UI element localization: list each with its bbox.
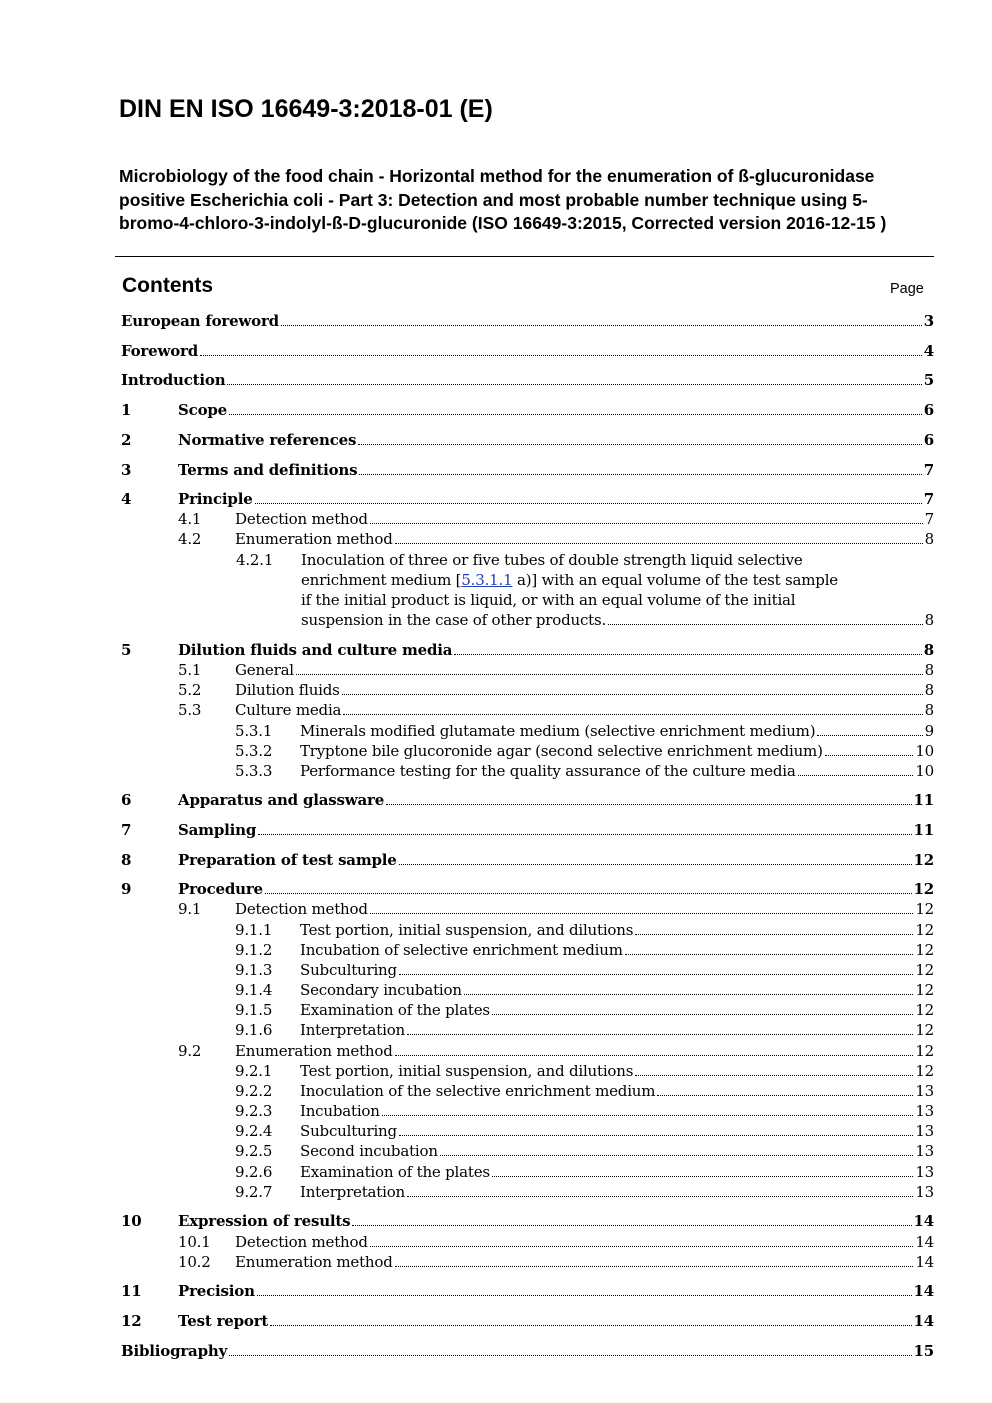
toc-number: 4.2.1 bbox=[236, 551, 274, 569]
toc-title: General bbox=[235, 661, 294, 679]
dot-leader bbox=[227, 384, 921, 385]
toc-title: Detection method bbox=[235, 1233, 368, 1251]
toc-entry-9-1-4[interactable] bbox=[121, 980, 934, 1000]
toc-entry-foreword[interactable] bbox=[121, 341, 934, 361]
toc-title: Enumeration method bbox=[235, 530, 393, 548]
toc-entry-9-1-2[interactable] bbox=[121, 940, 934, 960]
toc-page: 14 bbox=[913, 1212, 934, 1230]
toc-title: Enumeration method bbox=[235, 1253, 393, 1271]
toc-page: 12 bbox=[913, 880, 934, 898]
toc-title: Test report bbox=[178, 1312, 269, 1330]
toc-page: 8 bbox=[924, 681, 934, 699]
dot-leader bbox=[395, 1266, 914, 1267]
toc-entry-5[interactable] bbox=[121, 640, 934, 660]
dot-leader bbox=[370, 913, 914, 914]
toc-title: Precision bbox=[178, 1282, 255, 1300]
toc-title: Subculturing bbox=[300, 1122, 397, 1140]
toc-title: Bibliography bbox=[121, 1342, 228, 1360]
toc-page: 15 bbox=[913, 1342, 934, 1360]
document-title: Microbiology of the food chain - Horizontal method for the enumeration of ß-glucuronidase positive Escherichia coli - Part 3: Detection and most probable number technique using 5-bromo-4-chloro-3-indolyl-ß-D-glucuronide (ISO 16649-3:2015, Corrected version 2016-12-15 ) bbox=[119, 166, 887, 233]
toc-title: Terms and definitions bbox=[178, 461, 358, 479]
toc-page: 6 bbox=[923, 431, 934, 449]
toc-entry-9-2-5[interactable] bbox=[121, 1141, 934, 1161]
toc-title: Enumeration method bbox=[235, 1042, 393, 1060]
toc-number: 10.1 bbox=[178, 1233, 211, 1251]
dot-leader bbox=[257, 1295, 912, 1296]
toc-entry-9-2-2[interactable] bbox=[121, 1081, 934, 1101]
toc-number: 9.1.1 bbox=[235, 921, 273, 939]
toc-number: 9.1 bbox=[178, 900, 202, 918]
toc-page: 14 bbox=[913, 1282, 934, 1300]
toc-page: 12 bbox=[915, 1062, 934, 1080]
toc-number: 5.3.3 bbox=[235, 762, 273, 780]
toc-title: Tryptone bile glucoronide agar (second selective enrichment medium) bbox=[300, 742, 823, 760]
dot-leader bbox=[625, 954, 914, 955]
toc-entry-4-2-1-line3: if the initial product is liquid, or with an equal volume of the initial bbox=[301, 591, 796, 609]
toc-title: Apparatus and glassware bbox=[178, 791, 385, 809]
dot-leader bbox=[817, 735, 922, 736]
toc-page: 3 bbox=[923, 312, 934, 330]
toc-number: 9.2.4 bbox=[235, 1122, 273, 1140]
document-id: DIN EN ISO 16649-3:2018-01 (E) bbox=[119, 95, 493, 123]
dot-leader bbox=[635, 1075, 913, 1076]
toc-entry-3[interactable] bbox=[121, 460, 934, 480]
toc-entry-10-1[interactable] bbox=[121, 1232, 934, 1252]
toc-entry-5-1[interactable] bbox=[121, 660, 934, 680]
toc-title: Preparation of test sample bbox=[178, 851, 397, 869]
toc-number: 9.2.3 bbox=[235, 1102, 273, 1120]
toc-page: 13 bbox=[915, 1142, 934, 1160]
toc-entry-4-2[interactable] bbox=[121, 529, 934, 549]
toc-page: 12 bbox=[915, 1001, 934, 1019]
toc-title: Dilution fluids and culture media bbox=[178, 641, 453, 659]
toc-page: 12 bbox=[915, 941, 934, 959]
toc-number: 5.3.1 bbox=[235, 722, 273, 740]
toc-entry-10[interactable] bbox=[121, 1211, 934, 1231]
dot-leader bbox=[464, 994, 914, 995]
toc-number: 10 bbox=[121, 1212, 142, 1230]
toc-entry-9-2-3[interactable] bbox=[121, 1101, 934, 1121]
dot-leader bbox=[399, 864, 912, 865]
toc-number: 5.1 bbox=[178, 661, 202, 679]
toc-title-line: enrichment medium [ bbox=[301, 571, 462, 589]
dot-leader bbox=[399, 1135, 913, 1136]
toc-number: 9.1.5 bbox=[235, 1001, 273, 1019]
toc-number: 9.1.4 bbox=[235, 981, 273, 999]
toc-number: 7 bbox=[121, 821, 132, 839]
toc-number: 9.2.7 bbox=[235, 1183, 273, 1201]
toc-entry-5-3-3[interactable] bbox=[121, 761, 934, 781]
toc-page: 7 bbox=[924, 510, 934, 528]
dot-leader bbox=[296, 674, 923, 675]
toc-entry-5-3-1[interactable] bbox=[121, 721, 934, 741]
toc-number: 9.1.6 bbox=[235, 1021, 273, 1039]
toc-page: 12 bbox=[915, 900, 934, 918]
dot-leader bbox=[407, 1196, 913, 1197]
dot-leader bbox=[358, 444, 922, 445]
toc-entry-5-2[interactable] bbox=[121, 680, 934, 700]
toc-title: Procedure bbox=[178, 880, 263, 898]
dot-leader bbox=[608, 624, 923, 625]
toc-entry-bibliography[interactable] bbox=[121, 1341, 934, 1361]
toc-number: 4.2 bbox=[178, 530, 202, 548]
toc-title: Subculturing bbox=[300, 961, 397, 979]
dot-leader bbox=[343, 714, 922, 715]
toc-number: 12 bbox=[121, 1312, 142, 1330]
toc-title: Introduction bbox=[121, 371, 226, 389]
toc-number: 4 bbox=[121, 490, 132, 508]
toc-page: 12 bbox=[913, 851, 934, 869]
toc-entry-4-2-1-line4[interactable] bbox=[301, 610, 934, 630]
toc-entry-9-1-6[interactable] bbox=[121, 1020, 934, 1040]
toc-entry-1[interactable] bbox=[121, 400, 934, 420]
toc-title: European foreword bbox=[121, 312, 279, 330]
toc-entry-4-1[interactable] bbox=[121, 509, 934, 529]
toc-number: 9.2.6 bbox=[235, 1163, 273, 1181]
toc-number: 9 bbox=[121, 880, 132, 898]
toc-number: 5.2 bbox=[178, 681, 202, 699]
toc-title: Examination of the plates bbox=[300, 1001, 490, 1019]
toc-title: Inoculation of the selective enrichment medium bbox=[300, 1082, 656, 1100]
toc-page: 7 bbox=[923, 490, 934, 508]
toc-number: 2 bbox=[121, 431, 132, 449]
toc-entry-9-2[interactable] bbox=[121, 1041, 934, 1061]
dot-leader bbox=[229, 1355, 911, 1356]
toc-number: 1 bbox=[121, 401, 132, 419]
dot-leader bbox=[825, 755, 914, 756]
dot-leader bbox=[265, 893, 912, 894]
toc-title: Interpretation bbox=[300, 1021, 405, 1039]
toc-page: 12 bbox=[915, 961, 934, 979]
toc-page: 8 bbox=[923, 641, 934, 659]
toc-entry-9-1[interactable] bbox=[121, 899, 934, 919]
toc-title: Minerals modified glutamate medium (selective enrichment medium) bbox=[300, 722, 816, 740]
dot-leader bbox=[454, 654, 921, 655]
toc-page: 8 bbox=[924, 611, 934, 629]
toc-entry-6[interactable] bbox=[121, 790, 934, 810]
toc-page: 8 bbox=[924, 701, 934, 719]
cross-reference-link[interactable]: 5.3.1.1 bbox=[461, 571, 513, 589]
toc-entry-5-3-2[interactable] bbox=[121, 741, 934, 761]
toc-entry-9[interactable] bbox=[121, 879, 934, 899]
toc-entry-8[interactable] bbox=[121, 850, 934, 870]
toc-page: 10 bbox=[915, 762, 934, 780]
dot-leader bbox=[395, 543, 923, 544]
toc-page: 7 bbox=[923, 461, 934, 479]
toc-title: Scope bbox=[178, 401, 228, 419]
toc-number: 5.3 bbox=[178, 701, 202, 719]
toc-page: 12 bbox=[915, 1021, 934, 1039]
dot-leader bbox=[399, 974, 913, 975]
toc-entry-9-1-1[interactable] bbox=[121, 920, 934, 940]
toc-number: 9.1.3 bbox=[235, 961, 273, 979]
dot-leader bbox=[657, 1095, 913, 1096]
toc-entry-4-2-1-line2 bbox=[301, 570, 838, 590]
toc-entry-12[interactable] bbox=[121, 1311, 934, 1331]
toc-page: 10 bbox=[915, 742, 934, 760]
toc-entry-9-1-5[interactable] bbox=[121, 1000, 934, 1020]
toc-page: 13 bbox=[915, 1102, 934, 1120]
toc-title: Incubation of selective enrichment medium bbox=[300, 941, 623, 959]
toc-title: Detection method bbox=[235, 510, 368, 528]
dot-leader bbox=[255, 503, 922, 504]
toc-title: Test portion, initial suspension, and dilutions bbox=[300, 1062, 634, 1080]
page-column-label: Page bbox=[890, 281, 924, 297]
toc-title: Principle bbox=[178, 490, 253, 508]
toc-title-line: Inoculation of three or five tubes of double strength liquid selective bbox=[301, 551, 803, 569]
toc-entry-9-1-3[interactable] bbox=[121, 960, 934, 980]
dot-leader bbox=[342, 694, 923, 695]
dot-leader bbox=[370, 1246, 914, 1247]
toc-title-line: suspension in the case of other products. bbox=[301, 611, 607, 629]
toc-title: Second incubation bbox=[300, 1142, 438, 1160]
toc-number: 4.1 bbox=[178, 510, 202, 528]
toc-page: 14 bbox=[915, 1253, 934, 1271]
dot-leader bbox=[281, 325, 922, 326]
dot-leader bbox=[382, 1115, 914, 1116]
toc-page: 14 bbox=[915, 1233, 934, 1251]
toc-page: 4 bbox=[923, 342, 934, 360]
dot-leader bbox=[200, 355, 922, 356]
dot-leader bbox=[386, 804, 911, 805]
toc-entry-european-foreword[interactable] bbox=[121, 311, 934, 331]
toc-page: 6 bbox=[923, 401, 934, 419]
dot-leader bbox=[395, 1055, 914, 1056]
toc-title: Expression of results bbox=[178, 1212, 351, 1230]
toc-entry-9-2-1[interactable] bbox=[121, 1061, 934, 1081]
toc-entry-7[interactable] bbox=[121, 820, 934, 840]
toc-page: 11 bbox=[913, 821, 934, 839]
toc-page: 12 bbox=[915, 921, 934, 939]
toc-title-line: a)] with an equal volume of the test sample bbox=[512, 571, 838, 589]
dot-leader bbox=[492, 1176, 913, 1177]
toc-title: Incubation bbox=[300, 1102, 380, 1120]
dot-leader bbox=[370, 523, 923, 524]
toc-page: 13 bbox=[915, 1183, 934, 1201]
toc-title: Secondary incubation bbox=[300, 981, 462, 999]
toc-entry-2[interactable] bbox=[121, 430, 934, 450]
toc-number: 10.2 bbox=[178, 1253, 211, 1271]
toc-number: 11 bbox=[121, 1282, 142, 1300]
toc-number: 9.1.2 bbox=[235, 941, 273, 959]
toc-title: Foreword bbox=[121, 342, 198, 360]
toc-entry-4[interactable] bbox=[121, 489, 934, 509]
toc-page: 13 bbox=[915, 1163, 934, 1181]
toc-entry-5-3[interactable] bbox=[121, 700, 934, 720]
dot-leader bbox=[492, 1014, 913, 1015]
toc-page: 11 bbox=[913, 791, 934, 809]
dot-leader bbox=[798, 775, 914, 776]
toc-page: 13 bbox=[915, 1082, 934, 1100]
toc-page: 5 bbox=[923, 371, 934, 389]
dot-leader bbox=[258, 834, 911, 835]
toc-page: 13 bbox=[915, 1122, 934, 1140]
contents-heading: Contents bbox=[122, 274, 213, 297]
dot-leader bbox=[270, 1325, 911, 1326]
toc-number: 9.2 bbox=[178, 1042, 202, 1060]
toc-number: 5 bbox=[121, 641, 132, 659]
toc-number: 3 bbox=[121, 461, 132, 479]
toc-title: Dilution fluids bbox=[235, 681, 340, 699]
toc-entry-9-2-7[interactable] bbox=[121, 1182, 934, 1202]
toc-number: 5.3.2 bbox=[235, 742, 273, 760]
toc-page: 12 bbox=[915, 981, 934, 999]
toc-title: Performance testing for the quality assurance of the culture media bbox=[300, 762, 796, 780]
toc-entry-introduction[interactable] bbox=[121, 370, 934, 390]
toc-title: Culture media bbox=[235, 701, 342, 719]
toc-entry-9-2-4[interactable] bbox=[121, 1121, 934, 1141]
dot-leader bbox=[229, 414, 922, 415]
toc-entry-9-2-6[interactable] bbox=[121, 1162, 934, 1182]
toc-title: Normative references bbox=[178, 431, 357, 449]
dot-leader bbox=[635, 934, 913, 935]
toc-page: 9 bbox=[924, 722, 934, 740]
toc-number: 9.2.5 bbox=[235, 1142, 273, 1160]
toc-entry-11[interactable] bbox=[121, 1281, 934, 1301]
toc-number: 9.2.2 bbox=[235, 1082, 273, 1100]
toc-title: Interpretation bbox=[300, 1183, 405, 1201]
toc-entry-10-2[interactable] bbox=[121, 1252, 934, 1272]
toc-number: 6 bbox=[121, 791, 132, 809]
toc-title: Test portion, initial suspension, and dilutions bbox=[300, 921, 634, 939]
toc-number: 9.2.1 bbox=[235, 1062, 273, 1080]
toc-entry-4-2-1-line1[interactable] bbox=[236, 550, 803, 570]
toc-title: Examination of the plates bbox=[300, 1163, 490, 1181]
dot-leader bbox=[359, 474, 921, 475]
toc-page: 14 bbox=[913, 1312, 934, 1330]
toc-page: 8 bbox=[924, 661, 934, 679]
dot-leader bbox=[440, 1155, 914, 1156]
toc-title: Detection method bbox=[235, 900, 368, 918]
title-rule bbox=[115, 256, 934, 257]
toc-page: 8 bbox=[924, 530, 934, 548]
dot-leader bbox=[407, 1034, 913, 1035]
toc-number: 8 bbox=[121, 851, 132, 869]
toc-page: 12 bbox=[915, 1042, 934, 1060]
dot-leader bbox=[352, 1225, 911, 1226]
toc-title: Sampling bbox=[178, 821, 257, 839]
